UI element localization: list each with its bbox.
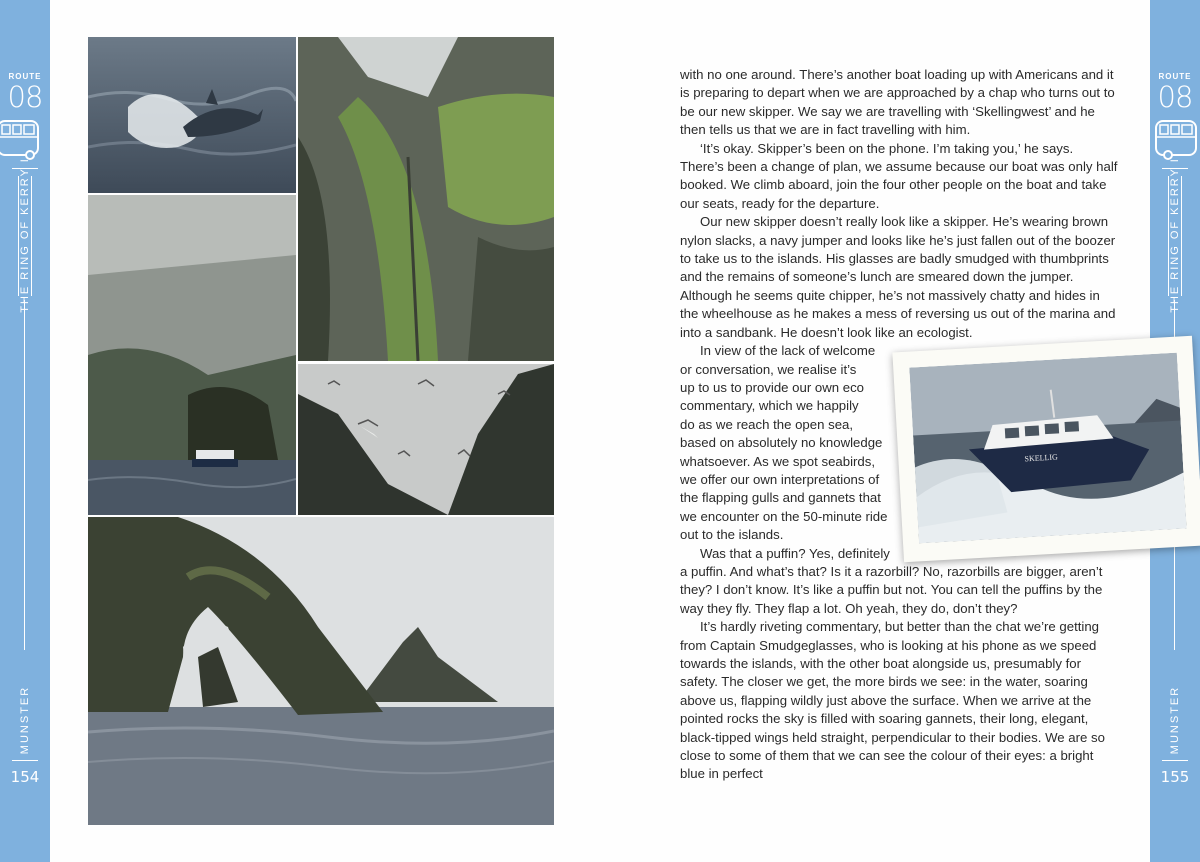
text-line: In view of the lack of welcome xyxy=(700,343,876,359)
text-line: out to the islands. xyxy=(680,527,784,543)
boat-name-text: SKELLIG xyxy=(1024,452,1059,464)
divider-line xyxy=(12,760,38,761)
text-line: Was that a puffin? Yes, definitely xyxy=(700,545,890,561)
paragraph xyxy=(680,545,1120,619)
bird-cliffs-photo xyxy=(88,195,296,515)
text-line: or conversation, we realise it’s xyxy=(680,361,857,377)
paragraph: ‘It’s okay. Skipper’s been on the phone. I’m taking you,’ he says. There’s been a change of plan, we assume because our boat was only half booked. We climb aboard, join the four other people on the boat and take our seats, ready for the departure. xyxy=(680,140,1118,211)
route-label: ROUTE xyxy=(1158,72,1192,81)
text-line: up to us to provide our own eco xyxy=(680,379,865,395)
text-line: we offer our own interpretations of xyxy=(680,471,880,487)
side-title: THE RING OF KERRY I xyxy=(1169,157,1181,313)
text-line: a puffin. And what’s that? Is it a razorbill? No, razorbills are bigger, aren’t they? I don’t know. It’s like a puffin but not. You can tell the puffins by the way they fly. They flap a lot. Oh yeah, they do, don’t they? xyxy=(680,563,1103,616)
region-label: MUNSTER xyxy=(1169,685,1181,755)
route-number: 08 xyxy=(1157,80,1193,114)
text-line: do as we reach the open sea, xyxy=(680,416,854,432)
island-steps-photo xyxy=(298,37,554,361)
boat-polaroid xyxy=(892,336,1200,562)
page-number: 155 xyxy=(1160,768,1190,786)
divider-line xyxy=(1162,760,1188,761)
dolphin-photo xyxy=(88,37,296,193)
text-line: we encounter on the 50-minute ride xyxy=(680,508,888,524)
paragraph: It’s hardly riveting commentary, but better than the chat we’re getting from Captain Smudgeglasses, who is looking at his phone as we speed towards the islands, with the other boat alongside us, presumably for safety. The closer we get, the more birds we see: in the water, soaring above us, flapping wildly just above the surface. When we arrive at the pointed rocks the sky is filled with soaring gannets, their long, elegant, black-tipped wings held straight, perpendicular to their bodies. We are so close to some of them that we can see the colour of their eyes: a bright blue in perfect xyxy=(680,619,1105,782)
rock-arch-photo xyxy=(88,517,554,825)
route-number: 08 xyxy=(7,80,43,114)
gannets-photo xyxy=(298,364,554,515)
paragraph: Our new skipper doesn’t really look like a skipper. He’s wearing brown nylon slacks, a navy jumper and looks like he’s just fallen out of the boozer to take us to the islands. His glasses are badly smudged with thumbprints and the remains of someone’s lunch are smeared down the jumper. Although he seems quite chipper, he’s not massively chatty and hides in the wheelhouse as he makes a mess of reversing us out of the marina and into a sandbank. He doesn’t look like an ecologist. xyxy=(680,214,1116,340)
route-label: ROUTE xyxy=(8,72,42,81)
title-frame-lower xyxy=(24,300,26,650)
page-number: 154 xyxy=(10,768,40,786)
text-line: commentary, which we happily xyxy=(680,398,859,414)
text-line: whatsoever. As we spot seabirds, xyxy=(680,453,875,469)
side-title: THE RING OF KERRY I xyxy=(19,157,31,313)
paragraph: with no one around. There’s another boat loading up with Americans and it is preparing to depart when we are approached by a chap who turns out to be our new skipper. We say we are travelling with ‘Skellingwest’ and he then tells us that we are in fact travelling with him. xyxy=(680,67,1115,138)
region-label: MUNSTER xyxy=(19,685,31,755)
boat-photo xyxy=(909,353,1186,544)
text-line: based on absolutely no knowledge xyxy=(680,435,883,451)
left-side-tab xyxy=(0,0,50,862)
text-line: the flapping gulls and gannets that xyxy=(680,490,881,506)
